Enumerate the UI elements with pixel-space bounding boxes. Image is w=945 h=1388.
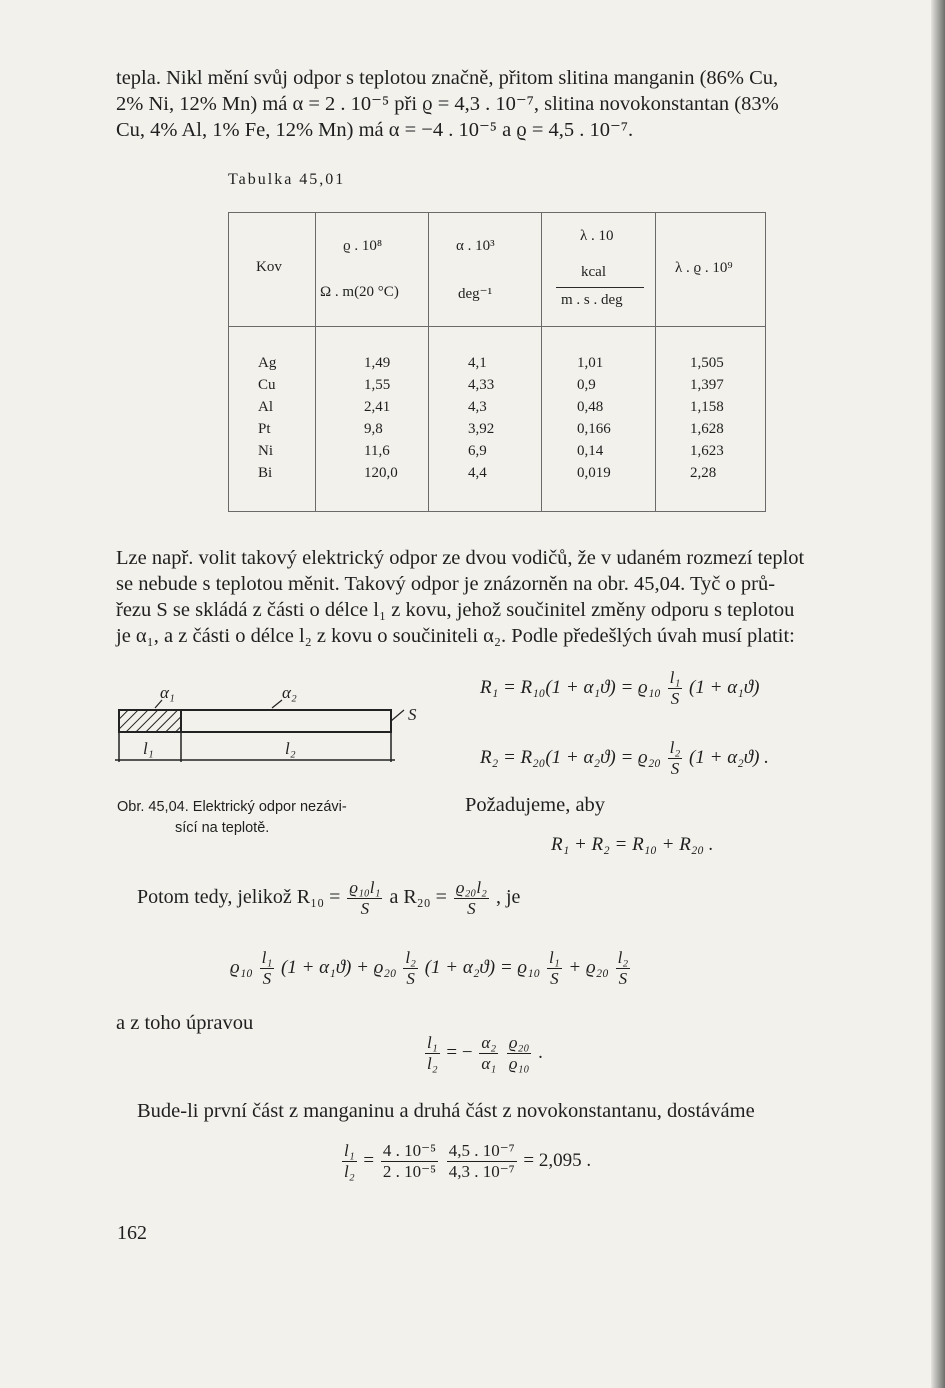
equation-ratio <box>423 1033 543 1074</box>
label-l2: l₂ <box>285 739 296 758</box>
table-cell: Bi <box>258 465 273 481</box>
fraction-num: l₁ <box>427 1033 438 1052</box>
eq-part: R₁ + R₂ = R₁₀ + R₂₀ . <box>551 834 714 855</box>
caption-line: sící na teplotě. <box>175 820 270 836</box>
fraction <box>381 1141 438 1182</box>
table-cell: Pt <box>258 421 271 437</box>
table-cell: 3,92 <box>468 421 495 437</box>
table-rule-col <box>541 212 542 512</box>
require-text: Požadujeme, aby <box>465 794 606 816</box>
fraction <box>342 1141 357 1182</box>
fraction <box>547 948 562 989</box>
fraction-den: S <box>670 689 680 708</box>
text-line: je α₁, a z části o délce l₂ z kovu o součiniteli α₂. Podle předešlých úvah musí platit: <box>116 625 795 647</box>
potom-line <box>137 878 520 919</box>
fraction <box>479 1033 498 1074</box>
table-cell: 0,48 <box>577 399 604 415</box>
fraction <box>347 878 382 919</box>
fraction-den: ϱ₁₀ <box>508 1054 530 1073</box>
table-cell: 0,166 <box>577 421 611 437</box>
page-number: 162 <box>117 1222 147 1244</box>
table-rule-bottom <box>228 511 766 512</box>
fraction-num: ϱ₂₀ <box>508 1033 530 1052</box>
eq-part: Potom tedy, jelikož R₁₀ = <box>137 886 341 909</box>
fraction-num: 4 . 10⁻⁵ <box>382 1141 437 1160</box>
header-alpha-bottom: deg⁻¹ <box>458 286 493 302</box>
table-rule-col <box>315 212 316 512</box>
table-rule-top <box>228 212 766 213</box>
table-cell: 1,505 <box>690 355 724 371</box>
label-alpha2: α₂ <box>282 683 297 702</box>
table-cell: 1,55 <box>364 377 391 393</box>
eq-part: (1 + α₂ϑ) = ϱ₁₀ <box>424 956 541 978</box>
text-line: tepla. Nikl mění svůj odpor s teplotou značně, přitom slitina manganin (86% Cu, <box>116 67 779 89</box>
table-cell: 11,6 <box>364 443 390 459</box>
header-kov: Kov <box>256 259 282 275</box>
fraction-num: ϱ₁₀l₁ <box>349 878 381 897</box>
table-cell: 1,158 <box>690 399 724 415</box>
plain-section <box>181 710 391 732</box>
material-table <box>228 212 766 512</box>
fraction-den: S <box>550 969 559 988</box>
table-cell: 1,623 <box>690 443 724 459</box>
table-rule-right <box>765 212 766 512</box>
fraction <box>403 948 418 989</box>
fraction <box>507 1033 531 1074</box>
eq-part: (1 + α₂ϑ) . <box>689 746 769 768</box>
header-alpha-top: α . 10³ <box>456 238 495 254</box>
eq-part: a R₂₀ = <box>389 886 447 909</box>
fraction-den: S <box>618 969 628 988</box>
fraction-den: l₂ <box>427 1054 438 1073</box>
eq-part: , je <box>495 886 521 909</box>
table-cell: 0,14 <box>577 443 604 459</box>
equation-r1 <box>480 668 759 709</box>
text-line: se nebude s teplotou měnit. Takový odpor je znázorněn na obr. 45,04. Tyč o prů- <box>116 573 776 595</box>
equation-sum <box>551 834 714 856</box>
fraction <box>454 878 489 919</box>
equation-r2 <box>480 738 769 779</box>
column-alpha <box>468 352 494 484</box>
equation-final <box>340 1141 591 1182</box>
column-kov <box>258 352 276 484</box>
fraction-den: S <box>670 759 680 778</box>
text-line: Cu, 4% Al, 1% Fe, 12% Mn) má α = −4 . 10⁻⁵ a ϱ = 4,5 . 10⁻⁷. <box>116 119 634 141</box>
fraction-den: 4,3 . 10⁻⁷ <box>448 1162 515 1181</box>
table-rule-header <box>228 326 766 327</box>
text-line: řezu S se skládá z části o délce l₁ z kovu, jehož součinitel změny odporu s teplotou <box>116 599 795 621</box>
page-edge-shadow <box>931 0 945 1388</box>
column-rho <box>364 352 398 484</box>
fraction-num: ϱ₂₀l₂ <box>455 878 487 897</box>
header-lambda-den: m . s . deg <box>561 292 623 308</box>
fraction <box>668 738 683 779</box>
eq-part: ϱ₁₀ <box>230 956 253 978</box>
text-line: Lze např. volit takový elektrický odpor ze dvou vodičů, že v udaném rozmezí teplot <box>116 547 805 569</box>
eq-part: . <box>538 1041 543 1063</box>
fraction-num: α₂ <box>481 1033 497 1052</box>
fraction-num: l₂ <box>669 738 681 757</box>
eq-part: = <box>363 1149 375 1171</box>
fraction-den: S <box>262 969 272 988</box>
resistor-figure <box>110 678 430 778</box>
header-lambda-fraction-bar <box>556 287 644 288</box>
label-l1: l₁ <box>143 739 154 758</box>
table-cell: 1,628 <box>690 421 724 437</box>
fraction-num: l₂ <box>617 948 629 967</box>
eq-part: R₂ = R₂₀(1 + α₂ϑ) = ϱ₂₀ <box>480 746 661 768</box>
fraction-num: l₂ <box>405 948 416 967</box>
table-cell: 4,4 <box>468 465 487 481</box>
caption-line: Obr. 45,04. Elektrický odpor nezávi- <box>117 799 347 815</box>
fraction-num: l₁ <box>669 668 681 687</box>
fraction-den: S <box>467 899 476 918</box>
eq-part: (1 + α₁ϑ) + ϱ₂₀ <box>281 956 397 978</box>
table-cell: 0,019 <box>577 465 611 481</box>
fraction-den: S <box>406 969 415 988</box>
fraction-num: l₁ <box>344 1141 355 1160</box>
fraction-den: l₂ <box>344 1162 355 1181</box>
fraction-den: S <box>360 899 370 918</box>
table-caption: Tabulka 45,01 <box>228 171 346 188</box>
header-rho-bottom: Ω . m(20 °C) <box>320 284 399 300</box>
figure-caption <box>117 797 417 839</box>
fraction-num: l₁ <box>549 948 560 967</box>
intro-paragraph <box>116 65 881 143</box>
table-cell: Al <box>258 399 273 415</box>
header-lambda-num: kcal <box>581 264 606 280</box>
table-cell: Ni <box>258 443 273 459</box>
eq-part: = 2,095 . <box>523 1149 592 1171</box>
eq-part: (1 + α₁ϑ) <box>689 676 760 698</box>
table-cell: 4,3 <box>468 399 487 415</box>
table-cell: 2,41 <box>364 399 391 415</box>
fraction-den: 2 . 10⁻⁵ <box>382 1162 437 1181</box>
table-cell: 1,397 <box>690 377 724 393</box>
uprava-text: a z toho úpravou <box>116 1012 254 1034</box>
header-lambda-top: λ . 10 <box>580 228 614 244</box>
hatched-section <box>119 710 181 732</box>
table-cell: 4,1 <box>468 355 487 371</box>
bude-text: Bude-li první část z manganinu a druhá část z novokonstantanu, dostáváme <box>137 1100 755 1122</box>
table-cell: 2,28 <box>690 465 717 481</box>
table-cell: Cu <box>258 377 276 393</box>
table-cell: 9,8 <box>364 421 383 437</box>
table-cell: 1,49 <box>364 355 391 371</box>
header-rho-top: ϱ . 10⁸ <box>343 238 383 254</box>
table-cell: 120,0 <box>364 465 398 481</box>
fraction <box>425 1033 440 1074</box>
text-line: 2% Ni, 12% Mn) má α = 2 . 10⁻⁵ při ϱ = 4,3 . 10⁻⁷, slitina novokonstantan (83% <box>116 93 779 115</box>
column-product <box>690 352 724 484</box>
eq-part: + ϱ₂₀ <box>568 956 609 978</box>
label-alpha1: α₁ <box>160 683 175 702</box>
fraction-den: α₁ <box>481 1054 497 1073</box>
fraction <box>260 948 275 989</box>
column-lambda <box>577 352 611 484</box>
table-cell: 6,9 <box>468 443 487 459</box>
fraction-num: 4,5 . 10⁻⁷ <box>448 1141 515 1160</box>
table-cell: 0,9 <box>577 377 596 393</box>
table-rule-col <box>428 212 429 512</box>
fraction-num: l₁ <box>261 948 273 967</box>
body-paragraph <box>116 545 881 649</box>
fraction <box>616 948 631 989</box>
label-S: S <box>408 705 417 724</box>
table-rule-left <box>228 212 229 512</box>
header-product: λ . ϱ . 10⁹ <box>675 260 733 276</box>
fraction <box>668 668 683 709</box>
table-cell: 4,33 <box>468 377 495 393</box>
eq-part: = − <box>446 1041 473 1063</box>
equation-expanded <box>230 948 632 989</box>
table-cell: 1,01 <box>577 355 604 371</box>
table-cell: Ag <box>258 355 277 371</box>
eq-part: R₁ = R₁₀(1 + α₁ϑ) = ϱ₁₀ <box>480 676 661 698</box>
table-rule-col <box>655 212 656 512</box>
fraction <box>447 1141 517 1182</box>
